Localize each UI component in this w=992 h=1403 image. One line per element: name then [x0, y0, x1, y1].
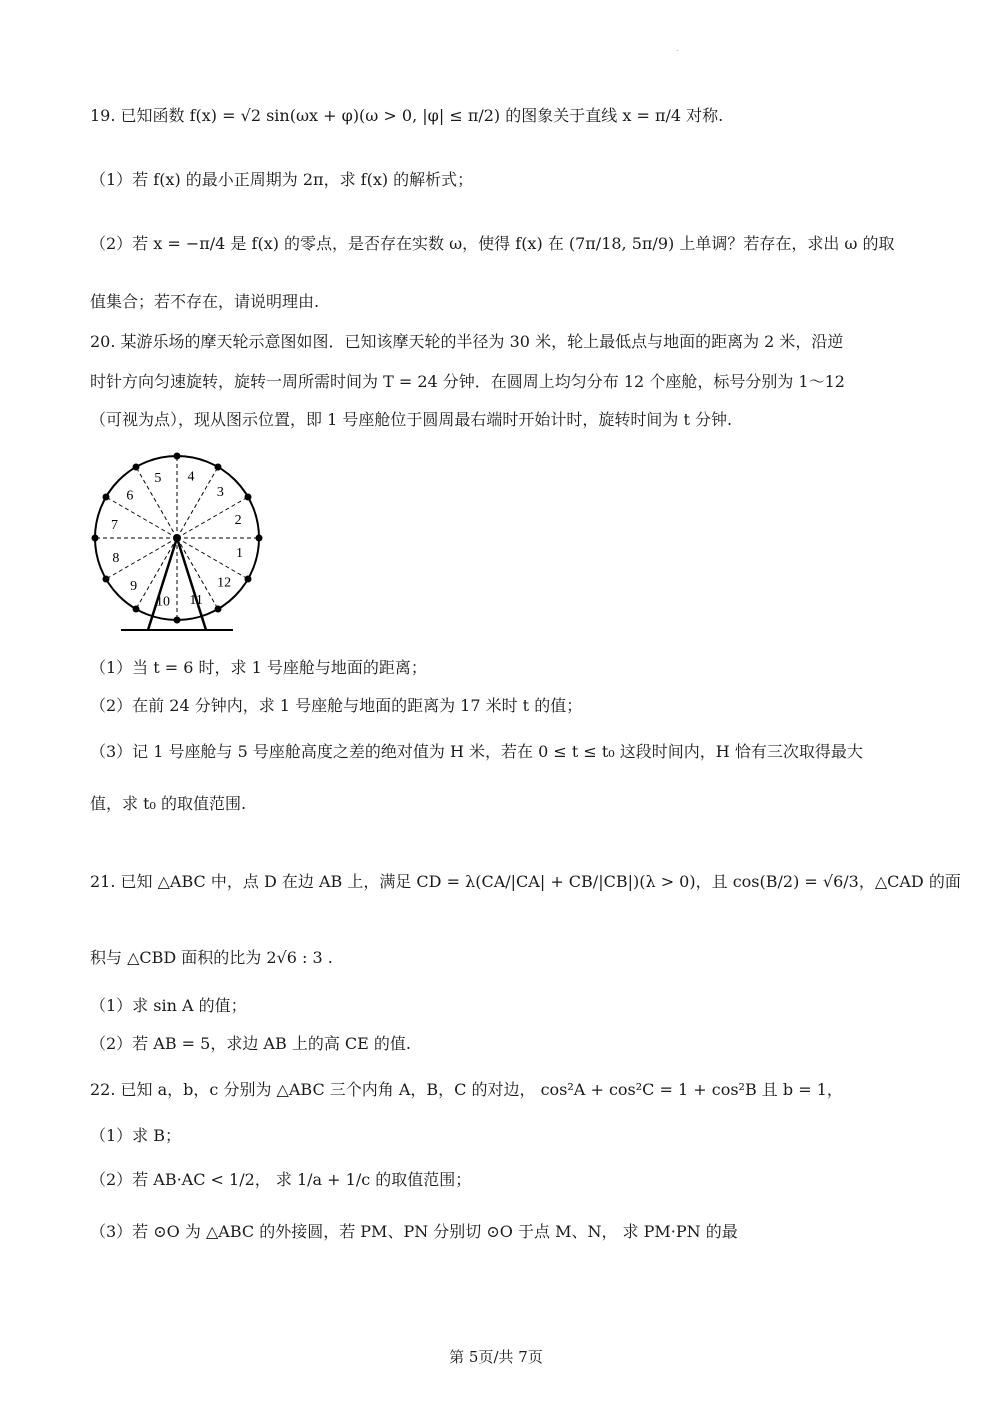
seat-dot [174, 453, 181, 460]
spoke [177, 467, 218, 538]
q20-stem-line1: 20. 某游乐场的摩天轮示意图如图．已知该摩天轮的半径为 30 米，轮上最低点与地面的距离为 2 米，沿逆 [90, 332, 844, 351]
q20-sub3: （3）记 1 号座舱与 5 号座舱高度之差的绝对值为 H 米，若在 0 ≤ t ≤ t₀ 这段时间内，H 恰有三次取得最大 [90, 742, 863, 761]
q20-stem-line3: （可视为点），现从图示位置，即 1 号座舱位于圆周最右端时开始计时，旋转时间为 t 分钟. [90, 410, 733, 429]
seat-label: 12 [217, 575, 232, 591]
seat-label: 11 [189, 593, 203, 609]
seat-label: 2 [234, 512, 242, 528]
seat-dot [215, 606, 222, 613]
seat-label: 1 [235, 545, 243, 561]
seat-dot [245, 576, 252, 583]
seat-label: 7 [111, 518, 119, 534]
seat-dot [102, 576, 109, 583]
q21-stem-line1: 21. 已知 △ABC 中，点 D 在边 AB 上，满足 CD = λ(CA/|CA| + CB/|CB|)(λ > 0)，且 cos(B/2) = √6/3，△CAD 的面 [90, 872, 961, 891]
q20-stem-line2: 时针方向匀速旋转，旋转一周所需时间为 T = 24 分钟．在圆周上均匀分布 12 个座舱，标号分别为 1～12 [90, 372, 845, 391]
seat-dot [245, 494, 252, 501]
q22-sub3: （3）若 ⊙O 为 △ABC 的外接圆，若 PM、PN 分别切 ⊙O 于点 M、N， 求 PM·PN 的最 [90, 1222, 738, 1241]
q21-stem-line2: 积与 △CBD 面积的比为 2√6 : 3 . [90, 948, 333, 967]
q22-sub2: （2）若 AB·AC < 1/2， 求 1/a + 1/c 的取值范围； [90, 1170, 472, 1189]
seat-dot [133, 606, 140, 613]
q21-sub1: （1）求 sin A 的值； [90, 996, 247, 1015]
q19-sub1: （1）若 f(x) 的最小正周期为 2π，求 f(x) 的解析式； [90, 170, 474, 189]
q20-sub1: （1）当 t = 6 时，求 1 号座舱与地面的距离； [90, 658, 427, 677]
seat-label: 8 [112, 551, 120, 567]
seat-label: 6 [126, 488, 134, 504]
q19-stem: 19. 已知函数 f(x) = √2 sin(ωx + φ)(ω > 0, |φ| ≤ π/2) 的图象关于直线 x = π/4 对称. [90, 106, 724, 125]
seat-dot [92, 535, 99, 542]
seat-label: 10 [156, 594, 171, 610]
q22-sub1: （1）求 B； [90, 1126, 182, 1145]
seat-dot [174, 617, 181, 624]
seat-label: 3 [216, 484, 224, 500]
seat-label: 4 [187, 469, 195, 485]
scan-dot: . [676, 44, 679, 53]
q21-sub2: （2）若 AB = 5，求边 AB 上的高 CE 的值. [90, 1034, 412, 1053]
seat-label: 5 [154, 470, 162, 486]
seat-label: 9 [130, 579, 138, 595]
ferris-wheel-diagram [88, 452, 278, 640]
ferris-wheel-hub [173, 534, 181, 542]
page-footer: 第 5页/共 7页 [449, 1348, 543, 1366]
seat-dot [215, 463, 222, 470]
q20-sub2: （2）在前 24 分钟内，求 1 号座舱与地面的距离为 17 米时 t 的值； [90, 696, 583, 715]
q19-sub2-cont: 值集合；若不存在，请说明理由. [90, 292, 320, 311]
q19-sub2: （2）若 x = −π/4 是 f(x) 的零点，是否存在实数 ω，使得 f(x) 在 (7π/18, 5π/9) 上单调？若存在，求出 ω 的取 [90, 234, 895, 253]
q20-sub3-cont: 值，求 t₀ 的取值范围. [90, 794, 247, 813]
seat-dot [102, 494, 109, 501]
seat-dot [256, 535, 263, 542]
seat-dot [133, 463, 140, 470]
q22-stem: 22. 已知 a，b，c 分别为 △ABC 三个内角 A，B，C 的对边， cos²A + cos²C = 1 + cos²B 且 b = 1， [90, 1080, 843, 1099]
